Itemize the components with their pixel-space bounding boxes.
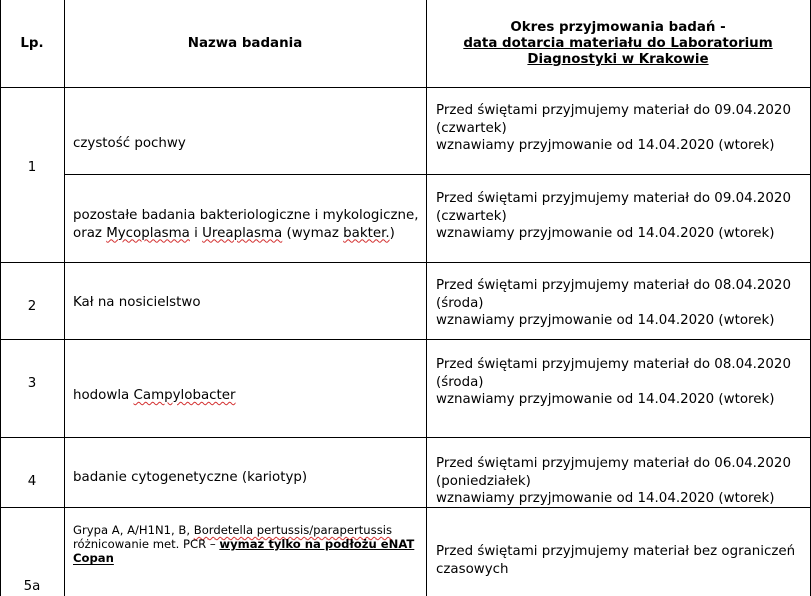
row1b-name-part: oraz <box>73 225 107 241</box>
row1-lp-value: 1 <box>27 160 37 175</box>
row2-bottom-line <box>0 339 811 340</box>
row1-lp <box>0 159 64 177</box>
header-period-line2: data dotarcia materiału do Laboratorium <box>463 36 773 51</box>
row3-lp <box>0 375 64 393</box>
row5-name-line1 <box>73 523 425 537</box>
row5-name <box>73 523 425 565</box>
row5-name-part: Grypa A, A/H1N1, B, <box>73 523 194 537</box>
header-lp-label: Lp. <box>20 36 44 51</box>
row2-period-line2: (środa) <box>436 295 484 311</box>
row5-name-line2 <box>73 537 425 551</box>
row1-inner-line <box>64 174 811 175</box>
row1b-name-part: ) <box>389 225 395 241</box>
row4-lp <box>0 473 64 491</box>
row4-name <box>73 469 423 487</box>
row3-period-line2: (środa) <box>436 374 484 390</box>
row5-period-line2: czasowych <box>436 561 509 577</box>
row2-lp <box>0 298 64 316</box>
row1b-name-part: (wymaz <box>282 225 344 241</box>
row3-name <box>73 387 423 405</box>
row1-bottom-line <box>0 262 811 263</box>
row1b-period-line2: (czwartek) <box>436 208 507 224</box>
row4-period-line3: wznawiamy przyjmowanie od 14.04.2020 (wtorek) <box>436 491 775 506</box>
row3-period-line3: wznawiamy przyjmowanie od 14.04.2020 (wtorek) <box>436 392 775 407</box>
row1a-period-line1: Przed świętami przyjmujemy materiał do 09.04.2020 <box>436 103 791 118</box>
row5-period <box>436 543 808 578</box>
header-name-label: Nazwa badania <box>187 36 303 51</box>
header-lp <box>0 36 64 52</box>
row2-name-text: Kał na nosicielstwo <box>73 295 201 310</box>
row5-lp <box>0 578 64 596</box>
row1b-period <box>436 190 808 243</box>
row5-swab-note: wymaz tylko na podłożu eNAT <box>219 537 415 551</box>
row4-period <box>436 455 808 508</box>
row5-copan: Copan <box>73 551 114 565</box>
row1b-name-part: i <box>189 225 203 241</box>
row2-lp-value: 2 <box>27 299 37 314</box>
row5-name-line3 <box>73 551 425 565</box>
row1a-period-line3: wznawiamy przyjmowanie od 14.04.2020 (wtorek) <box>436 138 775 153</box>
row1a-name <box>73 135 423 153</box>
row3-bottom-line <box>0 437 811 438</box>
row2-period-line1: Przed świętami przyjmujemy materiał do 08.04.2020 <box>436 278 791 293</box>
row3-name-part: hodowla <box>73 388 134 403</box>
row3-period <box>436 356 808 409</box>
row5-bordetella: Bordetella pertussis/parapertussis <box>193 523 392 537</box>
row3-lp-value: 3 <box>27 376 37 391</box>
row4-period-line2: (poniedziałek) <box>436 473 531 489</box>
header-period-line3: Diagnostyki w Krakowie <box>527 52 709 67</box>
header-period-line1: Okres przyjmowania badań - <box>510 20 726 35</box>
row1b-mycoplasma: Mycoplasma <box>106 225 190 241</box>
row2-name <box>73 294 423 312</box>
row1b-bakter: bakter. <box>343 225 390 241</box>
row3-campylobacter: Campylobacter <box>133 388 236 403</box>
row5-period-line1: Przed świętami przyjmujemy materiał bez ograniczeń <box>436 544 796 559</box>
row1a-period <box>436 102 808 155</box>
header-period <box>426 20 810 68</box>
row5-name-part: różnicowanie met. PCR – <box>73 537 220 551</box>
header-name <box>64 36 426 52</box>
row5-lp-value: 5a <box>23 579 41 594</box>
row1b-name-line2 <box>73 225 425 243</box>
row4-lp-value: 4 <box>27 474 37 489</box>
row1a-period-line2: (czwartek) <box>436 120 507 136</box>
row3-period-line1: Przed świętami przyjmujemy materiał do 08.04.2020 <box>436 357 791 372</box>
row1b-ureaplasma: Ureaplasma <box>202 225 283 241</box>
row1b-name-line1: pozostałe badania bakteriologiczne i mykologiczne, <box>73 208 419 223</box>
row1b-period-line3: wznawiamy przyjmowanie od 14.04.2020 (wtorek) <box>436 226 775 241</box>
row4-period-line1: Przed świętami przyjmujemy materiał do 06.04.2020 <box>436 456 791 471</box>
header-bottom-line <box>0 87 811 88</box>
row1b-name <box>73 207 425 242</box>
row1b-period-line1: Przed świętami przyjmujemy materiał do 09.04.2020 <box>436 191 791 206</box>
row2-period-line3: wznawiamy przyjmowanie od 14.04.2020 (wtorek) <box>436 313 775 328</box>
row1a-name-text: czystość pochwy <box>73 136 186 151</box>
row4-name-text: badanie cytogenetyczne (kariotyp) <box>73 470 308 485</box>
row2-period <box>436 277 808 330</box>
